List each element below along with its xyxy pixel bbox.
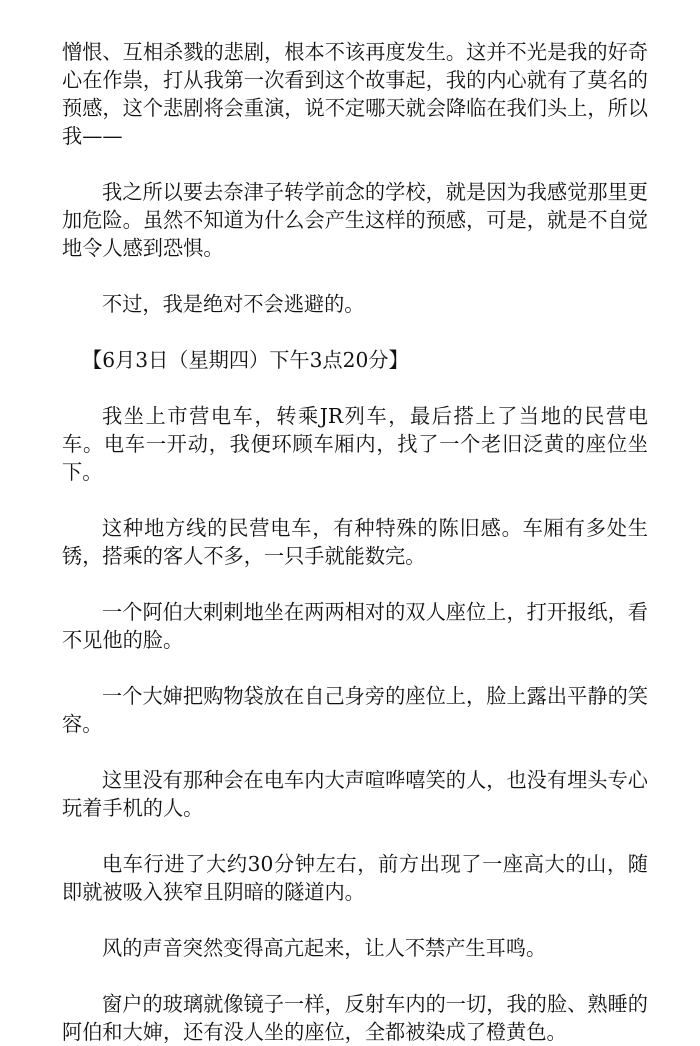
paragraph: 我坐上市营电车，转乘JR列车，最后搭上了当地的民营电车。电车一开动，我便环顾车厢内，找了一个老旧泛黄的座位坐下。 <box>62 404 648 484</box>
paragraph: 这里没有那种会在电车内大声喧哗嘻笑的人，也没有埋头专心玩着手机的人。 <box>62 768 648 820</box>
paragraph: 这种地方线的民营电车，有种特殊的陈旧感。车厢有多处生锈，搭乘的客人不多，一只手就能数完。 <box>62 516 648 568</box>
section-heading: 【6月3日（星期四）下午3点20分】 <box>82 348 409 372</box>
paragraph: 风的声音突然变得高亢起来，让人不禁产生耳鸣。 <box>102 936 547 960</box>
paragraph: 窗户的玻璃就像镜子一样，反射车内的一切，我的脸、熟睡的阿伯和大婶，还有没人坐的座位，全都被染成了橙黄色。 <box>62 992 648 1044</box>
paragraph: 一个阿伯大剌剌地坐在两两相对的双人座位上，打开报纸，看不见他的脸。 <box>62 600 648 652</box>
paragraph: 不过，我是绝对不会逃避的。 <box>102 292 365 316</box>
paragraph: 电车行进了大约30分钟左右，前方出现了一座高大的山，随即就被吸入狭窄且阴暗的隧道内。 <box>62 852 648 904</box>
paragraph: 憎恨、互相杀戮的悲剧，根本不该再度发生。这并不光是我的好奇心在作祟，打从我第一次看到这个故事起，我的内心就有了莫名的预感，这个悲剧将会重演，说不定哪天就会降临在我们头上，所以我—— <box>62 40 648 148</box>
paragraph: 一个大婶把购物袋放在自己身旁的座位上，脸上露出平静的笑容。 <box>62 684 648 736</box>
paragraph: 我之所以要去奈津子转学前念的学校，就是因为我感觉那里更加危险。虽然不知道为什么会产生这样的预感，可是，就是不自觉地令人感到恐惧。 <box>62 180 648 260</box>
